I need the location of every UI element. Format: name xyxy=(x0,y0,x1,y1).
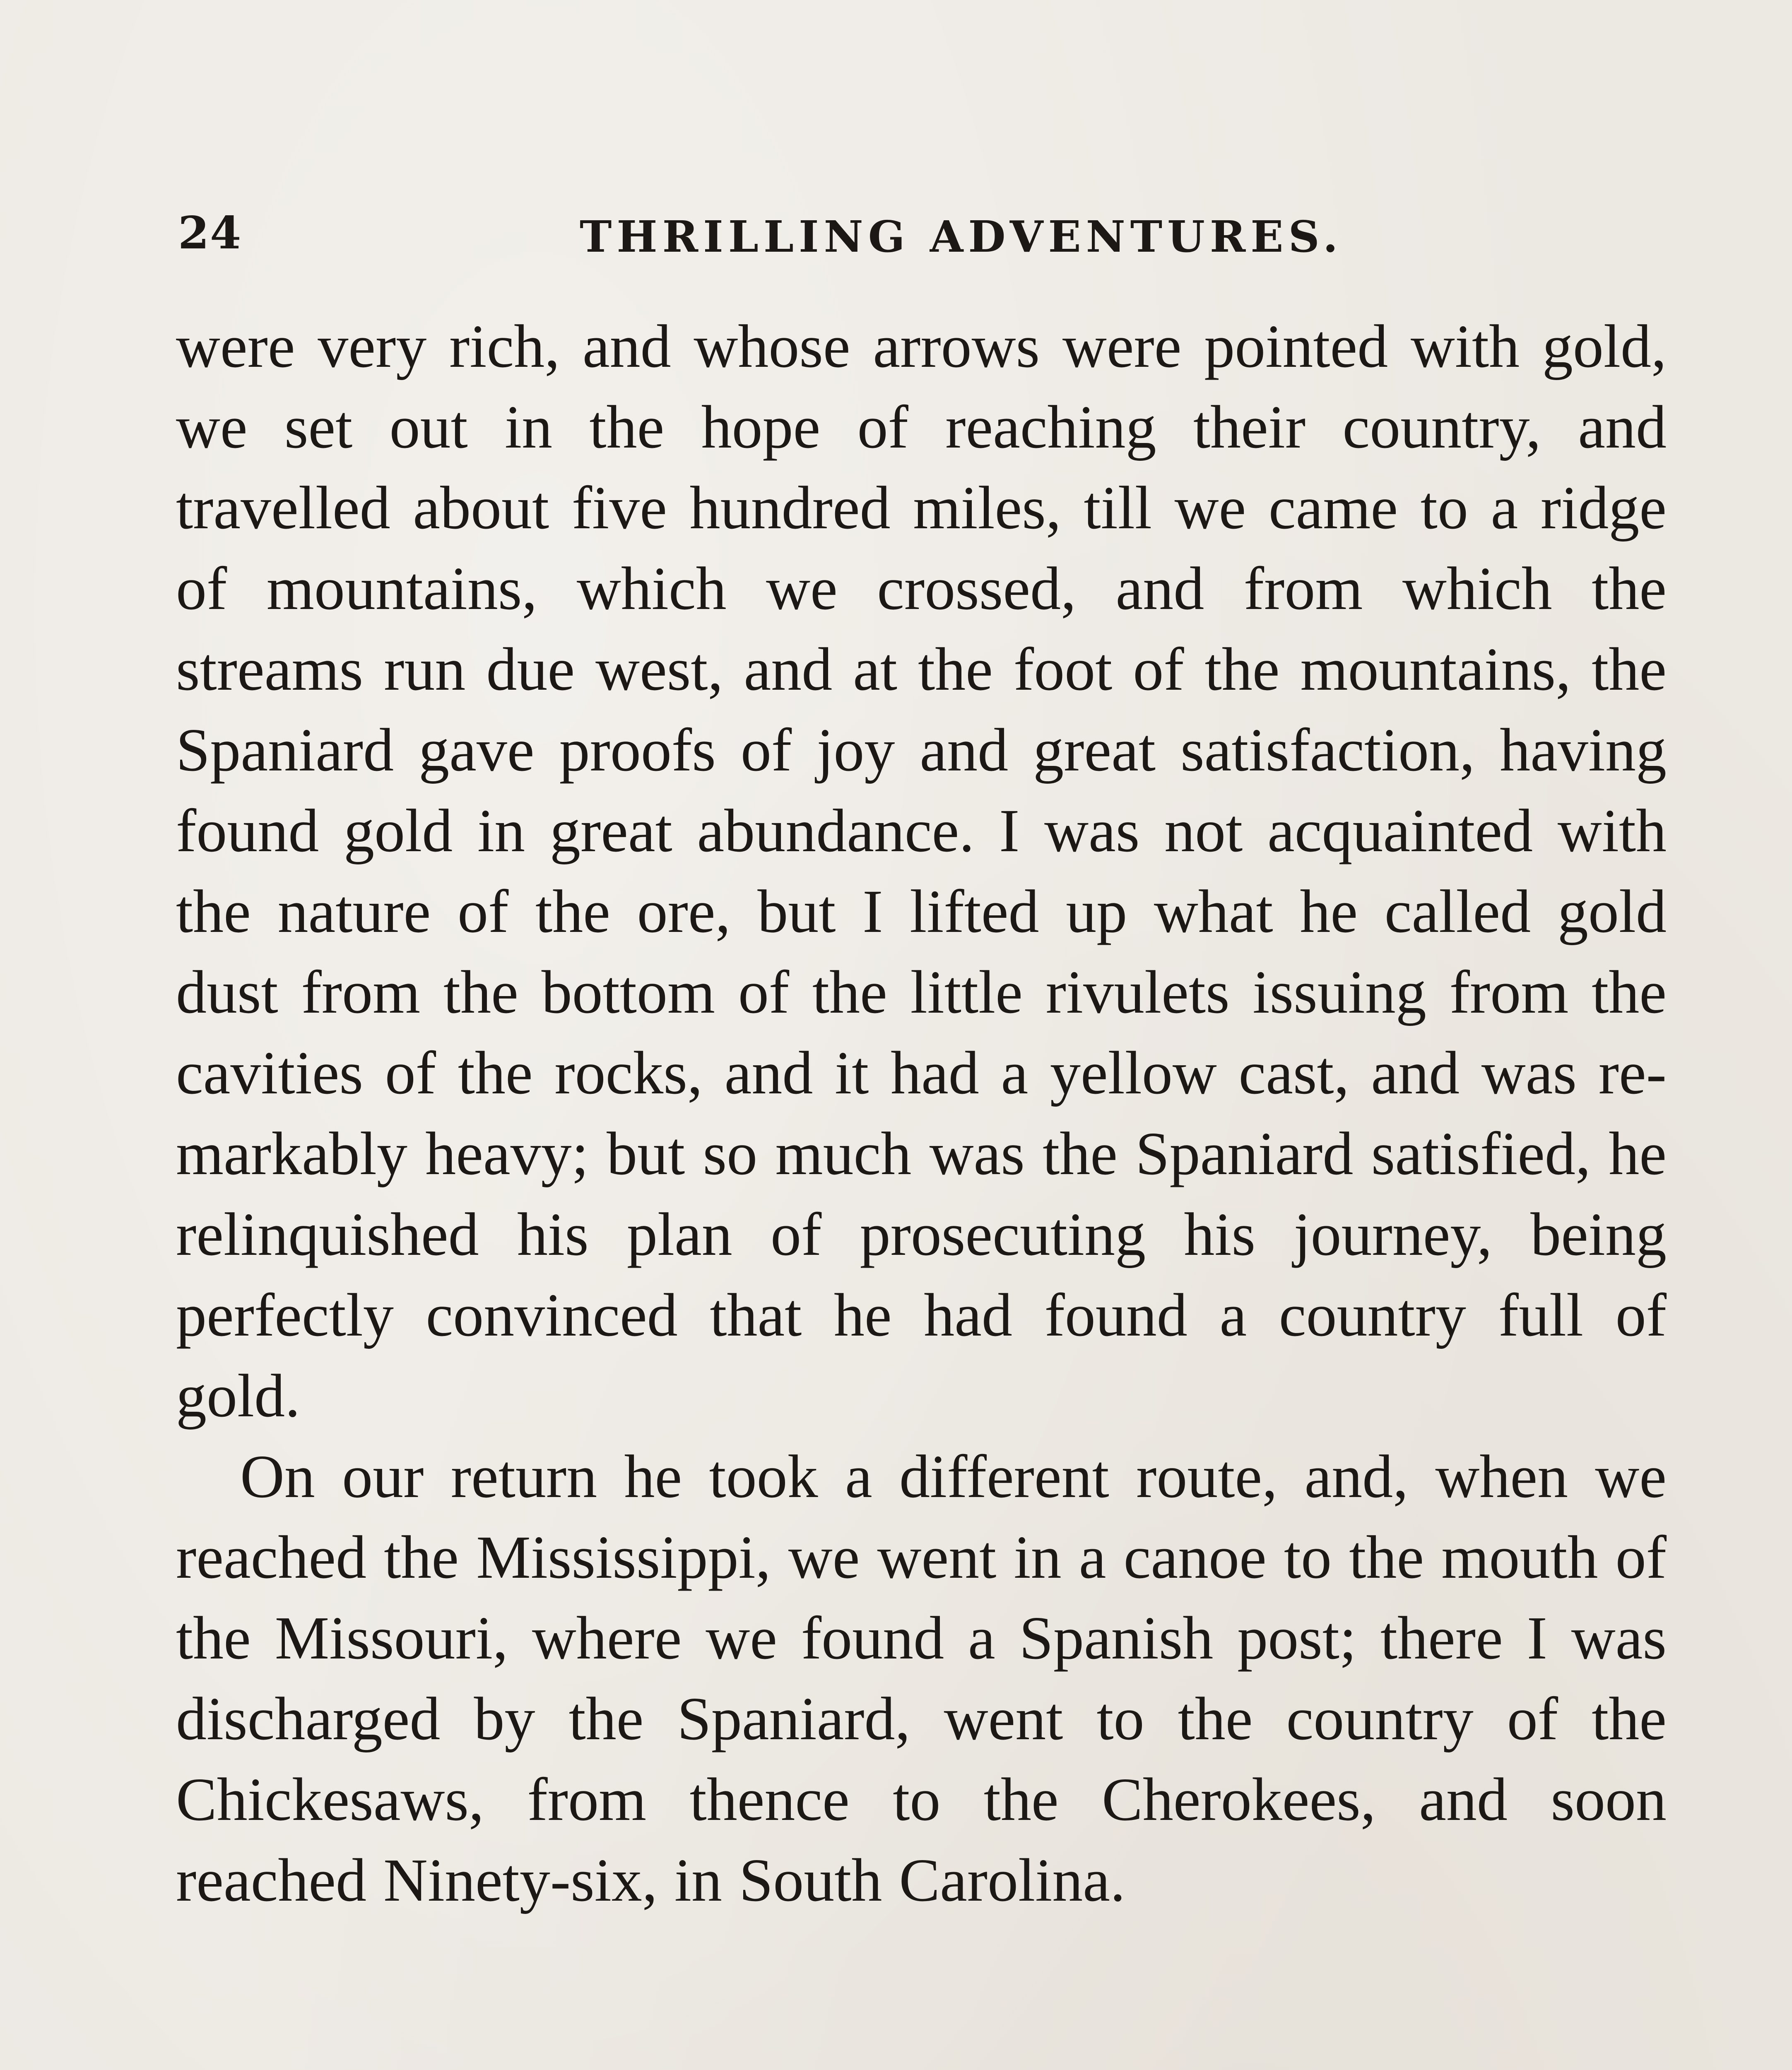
page-header xyxy=(178,207,1673,273)
paragraph-continuation: were very rich, and whose arrows were pointed with gold, we set out in the hope of reaching their country, and travelled about five hundred miles, till we came to a ridge of mountains, which we crossed, and from which the streams run due west, and at the foot of the mountains, the Spaniard gave proofs of joy and great satisfaction, having found gold in great abundance. I was not acquainted with the nature of the ore, but I lifted up what he called gold dust from the bottom of the little rivulets issuing from the cavities of the rocks, and it had a yellow cast, and was remarkably heavy; but so much was the Spaniard satisfied, he relinquished his plan of prosecuting his journey, being perfectly convinced that he had found a country full of gold. xyxy=(176,313,1667,1430)
running-head: THRILLING ADVENTURES. xyxy=(580,211,1343,262)
page-number: 24 xyxy=(178,207,242,259)
paragraph-return-route: On our return he took a different route, and, when we reached the Mississippi, we went in a canoe to the mouth of the Missouri, where we found a Spanish post; there I was discharged by the Spaniard, went to the country of the Chickesaws, from thence to the Cherokees, and soon reached Ninety-six, in South Carolina. xyxy=(176,1443,1667,1914)
main-text xyxy=(176,306,1667,1921)
